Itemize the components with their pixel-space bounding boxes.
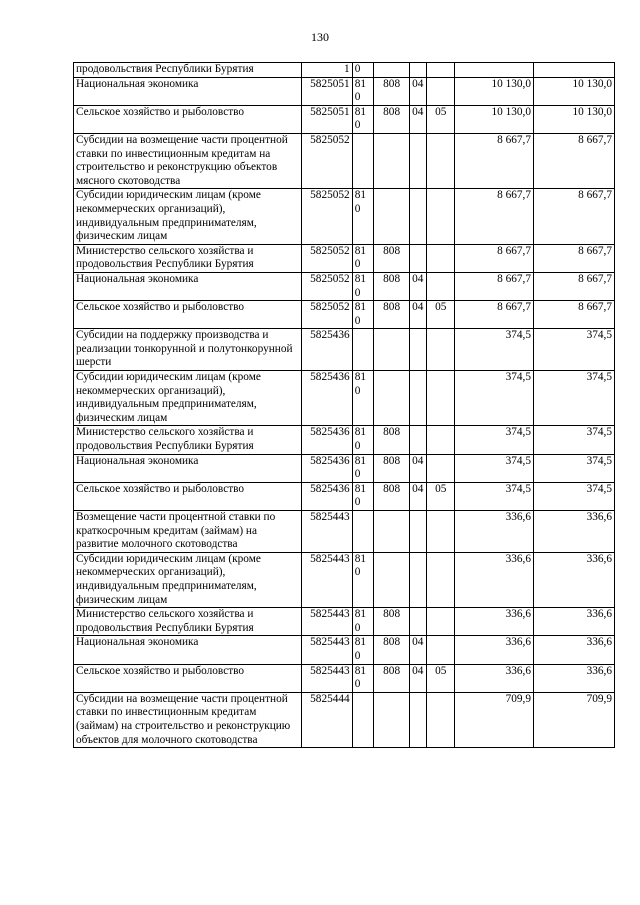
section-code-cell: 04 xyxy=(410,77,427,105)
amount-first-cell xyxy=(455,63,534,78)
ministry-code-cell: 808 xyxy=(374,77,410,105)
subsection-code-cell xyxy=(427,77,455,105)
row-name-cell: Национальная экономика xyxy=(74,454,302,482)
section-code-cell: 04 xyxy=(410,272,427,300)
row-name-cell: Национальная экономика xyxy=(74,636,302,664)
amount-first-cell: 374,5 xyxy=(455,454,534,482)
ministry-code-cell xyxy=(374,371,410,426)
amount-second-cell xyxy=(534,63,615,78)
target-article-code-cell: 5825436 xyxy=(302,426,352,454)
row-name-cell: Субсидии на поддержку производства и реализации тонкорунной и полутонкорунной шерсти xyxy=(74,329,302,371)
ministry-code-cell: 808 xyxy=(374,244,410,272)
table-row xyxy=(74,371,615,426)
section-code-cell: 04 xyxy=(410,482,427,510)
amount-second-cell: 374,5 xyxy=(534,454,615,482)
section-code-cell: 04 xyxy=(410,301,427,329)
section-code-cell: 04 xyxy=(410,636,427,664)
ministry-code-cell xyxy=(374,329,410,371)
row-name-cell: Субсидии на возмещение части процентной ставки по инвестиционным кредитам (займам) на строительство и реконструкцию объектов для молочного скотоводства xyxy=(74,692,302,747)
table-row xyxy=(74,664,615,692)
section-code-cell xyxy=(410,426,427,454)
table-row xyxy=(74,552,615,607)
table-row xyxy=(74,636,615,664)
subsection-code-cell xyxy=(427,636,455,664)
section-code-cell: 04 xyxy=(410,664,427,692)
expense-type-code-cell: 810 xyxy=(352,636,374,664)
table-row xyxy=(74,692,615,747)
amount-first-cell: 336,6 xyxy=(455,608,534,636)
table-row xyxy=(74,329,615,371)
amount-second-cell: 10 130,0 xyxy=(534,105,615,133)
row-name-cell: Национальная экономика xyxy=(74,77,302,105)
expense-type-code-cell: 810 xyxy=(352,454,374,482)
target-article-code-cell: 5825052 xyxy=(302,244,352,272)
table-row xyxy=(74,63,615,78)
amount-second-cell: 336,6 xyxy=(534,608,615,636)
amount-first-cell: 374,5 xyxy=(455,371,534,426)
row-name-cell: Субсидии юридическим лицам (кроме некоммерческих организаций), индивидуальным предпринимателям, физическим лицам xyxy=(74,552,302,607)
expense-type-code-cell: 810 xyxy=(352,77,374,105)
target-article-code-cell: 5825444 xyxy=(302,692,352,747)
table-row xyxy=(74,189,615,244)
expense-type-code-cell xyxy=(352,329,374,371)
target-article-code-cell: 5825436 xyxy=(302,454,352,482)
section-code-cell: 04 xyxy=(410,454,427,482)
target-article-code-cell: 5825052 xyxy=(302,301,352,329)
ministry-code-cell: 808 xyxy=(374,454,410,482)
subsection-code-cell xyxy=(427,272,455,300)
amount-second-cell: 374,5 xyxy=(534,371,615,426)
table-row xyxy=(74,133,615,188)
amount-first-cell: 336,6 xyxy=(455,664,534,692)
target-article-code-cell: 5825443 xyxy=(302,664,352,692)
target-article-code-cell: 5825443 xyxy=(302,511,352,553)
ministry-code-cell xyxy=(374,133,410,188)
table-row xyxy=(74,272,615,300)
expense-type-code-cell: 810 xyxy=(352,664,374,692)
section-code-cell xyxy=(410,244,427,272)
ministry-code-cell: 808 xyxy=(374,636,410,664)
subsection-code-cell xyxy=(427,63,455,78)
expense-type-code-cell: 810 xyxy=(352,482,374,510)
subsection-code-cell: 05 xyxy=(427,664,455,692)
budget-table xyxy=(73,62,615,748)
row-name-cell: Субсидии юридическим лицам (кроме некоммерческих организаций), индивидуальным предпринимателям, физическим лицам xyxy=(74,189,302,244)
table-row xyxy=(74,105,615,133)
amount-first-cell: 374,5 xyxy=(455,426,534,454)
section-code-cell xyxy=(410,63,427,78)
amount-first-cell: 10 130,0 xyxy=(455,105,534,133)
row-name-cell: продовольствия Республики Бурятия xyxy=(74,63,302,78)
ministry-code-cell: 808 xyxy=(374,426,410,454)
ministry-code-cell xyxy=(374,511,410,553)
row-name-cell: Возмещение части процентной ставки по краткосрочным кредитам (займам) на развитие молочного скотоводства xyxy=(74,511,302,553)
expense-type-code-cell xyxy=(352,511,374,553)
subsection-code-cell xyxy=(427,133,455,188)
amount-first-cell: 8 667,7 xyxy=(455,301,534,329)
ministry-code-cell: 808 xyxy=(374,301,410,329)
expense-type-code-cell: 810 xyxy=(352,272,374,300)
subsection-code-cell xyxy=(427,189,455,244)
amount-first-cell: 8 667,7 xyxy=(455,244,534,272)
section-code-cell xyxy=(410,371,427,426)
row-name-cell: Министерство сельского хозяйства и продовольствия Республики Бурятия xyxy=(74,244,302,272)
amount-second-cell: 336,6 xyxy=(534,511,615,553)
expense-type-code-cell xyxy=(352,133,374,188)
expense-type-code-cell: 0 xyxy=(352,63,374,78)
amount-second-cell: 709,9 xyxy=(534,692,615,747)
amount-second-cell: 10 130,0 xyxy=(534,77,615,105)
subsection-code-cell xyxy=(427,329,455,371)
amount-second-cell: 8 667,7 xyxy=(534,189,615,244)
target-article-code-cell: 5825436 xyxy=(302,329,352,371)
subsection-code-cell xyxy=(427,371,455,426)
target-article-code-cell: 5825443 xyxy=(302,552,352,607)
amount-second-cell: 8 667,7 xyxy=(534,133,615,188)
amount-first-cell: 374,5 xyxy=(455,482,534,510)
table-row xyxy=(74,244,615,272)
amount-first-cell: 709,9 xyxy=(455,692,534,747)
ministry-code-cell: 808 xyxy=(374,608,410,636)
amount-second-cell: 374,5 xyxy=(534,329,615,371)
target-article-code-cell: 5825443 xyxy=(302,636,352,664)
ministry-code-cell: 808 xyxy=(374,105,410,133)
target-article-code-cell: 5825443 xyxy=(302,608,352,636)
subsection-code-cell xyxy=(427,608,455,636)
amount-first-cell: 336,6 xyxy=(455,552,534,607)
amount-second-cell: 8 667,7 xyxy=(534,301,615,329)
expense-type-code-cell: 810 xyxy=(352,105,374,133)
table-row xyxy=(74,426,615,454)
target-article-code-cell: 5825436 xyxy=(302,482,352,510)
subsection-code-cell xyxy=(427,692,455,747)
table-row xyxy=(74,301,615,329)
row-name-cell: Субсидии на возмещение части процентной ставки по инвестиционным кредитам на строительство и реконструкцию объектов мясного скотоводства xyxy=(74,133,302,188)
table-row xyxy=(74,454,615,482)
row-name-cell: Сельское хозяйство и рыболовство xyxy=(74,105,302,133)
ministry-code-cell xyxy=(374,189,410,244)
target-article-code-cell: 5825052 xyxy=(302,133,352,188)
section-code-cell: 04 xyxy=(410,105,427,133)
section-code-cell xyxy=(410,329,427,371)
expense-type-code-cell: 810 xyxy=(352,552,374,607)
subsection-code-cell: 05 xyxy=(427,482,455,510)
table-row xyxy=(74,511,615,553)
expense-type-code-cell: 810 xyxy=(352,189,374,244)
expense-type-code-cell: 810 xyxy=(352,426,374,454)
amount-first-cell: 8 667,7 xyxy=(455,133,534,188)
table-row xyxy=(74,482,615,510)
expense-type-code-cell: 810 xyxy=(352,244,374,272)
subsection-code-cell xyxy=(427,511,455,553)
subsection-code-cell: 05 xyxy=(427,105,455,133)
ministry-code-cell: 808 xyxy=(374,482,410,510)
subsection-code-cell xyxy=(427,454,455,482)
section-code-cell xyxy=(410,552,427,607)
row-name-cell: Сельское хозяйство и рыболовство xyxy=(74,301,302,329)
amount-second-cell: 8 667,7 xyxy=(534,244,615,272)
amount-first-cell: 8 667,7 xyxy=(455,189,534,244)
amount-second-cell: 8 667,7 xyxy=(534,272,615,300)
table-row xyxy=(74,77,615,105)
row-name-cell: Субсидии юридическим лицам (кроме некоммерческих организаций), индивидуальным предпринимателям, физическим лицам xyxy=(74,371,302,426)
amount-second-cell: 336,6 xyxy=(534,552,615,607)
subsection-code-cell xyxy=(427,552,455,607)
expense-type-code-cell: 810 xyxy=(352,608,374,636)
section-code-cell xyxy=(410,511,427,553)
target-article-code-cell: 5825436 xyxy=(302,371,352,426)
amount-first-cell: 336,6 xyxy=(455,636,534,664)
row-name-cell: Сельское хозяйство и рыболовство xyxy=(74,664,302,692)
section-code-cell xyxy=(410,189,427,244)
target-article-code-cell: 5825052 xyxy=(302,189,352,244)
ministry-code-cell xyxy=(374,692,410,747)
amount-first-cell: 10 130,0 xyxy=(455,77,534,105)
subsection-code-cell: 05 xyxy=(427,301,455,329)
row-name-cell: Министерство сельского хозяйства и продовольствия Республики Бурятия xyxy=(74,426,302,454)
page-number: 130 xyxy=(311,30,329,44)
ministry-code-cell: 808 xyxy=(374,664,410,692)
amount-second-cell: 374,5 xyxy=(534,426,615,454)
target-article-code-cell: 1 xyxy=(302,63,352,78)
target-article-code-cell: 5825052 xyxy=(302,272,352,300)
budget-table-body xyxy=(74,63,615,748)
section-code-cell xyxy=(410,692,427,747)
target-article-code-cell: 5825051 xyxy=(302,77,352,105)
subsection-code-cell xyxy=(427,426,455,454)
section-code-cell xyxy=(410,133,427,188)
ministry-code-cell xyxy=(374,552,410,607)
expense-type-code-cell: 810 xyxy=(352,371,374,426)
row-name-cell: Сельское хозяйство и рыболовство xyxy=(74,482,302,510)
ministry-code-cell: 808 xyxy=(374,272,410,300)
amount-second-cell: 336,6 xyxy=(534,636,615,664)
amount-first-cell: 374,5 xyxy=(455,329,534,371)
amount-second-cell: 374,5 xyxy=(534,482,615,510)
expense-type-code-cell: 810 xyxy=(352,301,374,329)
table-row xyxy=(74,608,615,636)
subsection-code-cell xyxy=(427,244,455,272)
section-code-cell xyxy=(410,608,427,636)
amount-first-cell: 8 667,7 xyxy=(455,272,534,300)
amount-second-cell: 336,6 xyxy=(534,664,615,692)
ministry-code-cell xyxy=(374,63,410,78)
target-article-code-cell: 5825051 xyxy=(302,105,352,133)
expense-type-code-cell xyxy=(352,692,374,747)
amount-first-cell: 336,6 xyxy=(455,511,534,553)
row-name-cell: Министерство сельского хозяйства и продовольствия Республики Бурятия xyxy=(74,608,302,636)
row-name-cell: Национальная экономика xyxy=(74,272,302,300)
